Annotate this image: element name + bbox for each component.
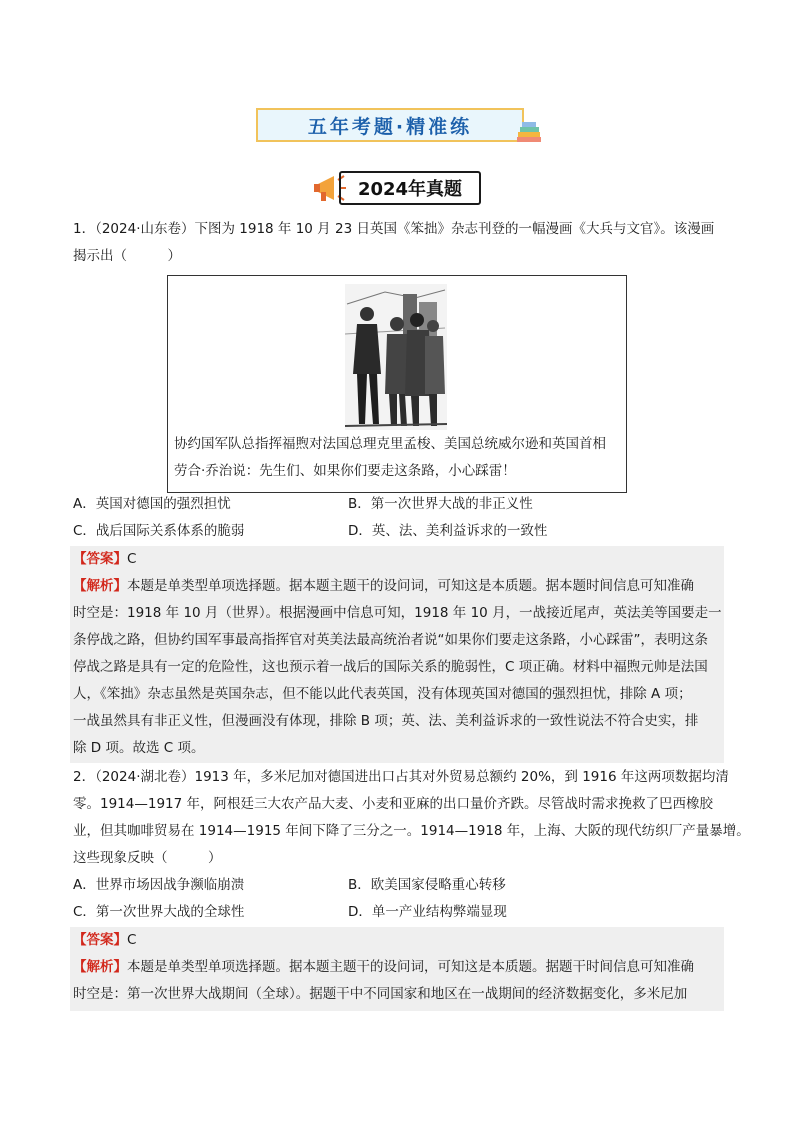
q2-option-b: B．欧美国家侵略重心转移 — [348, 877, 506, 893]
cartoon-image — [345, 284, 447, 430]
q1-answer-value: C — [127, 551, 137, 567]
books-icon — [515, 118, 543, 144]
q2-stem-line4: 这些现象反映（ ） — [73, 850, 222, 866]
q2-option-a: A．世界市场因战争濒临崩溃 — [73, 877, 245, 893]
figure-caption-line1: 协约国军队总指挥福煦对法国总理克里孟梭、美国总统威尔逊和英国首相 — [174, 436, 606, 452]
year-tag-label: 2024年真题 — [357, 179, 463, 200]
q2-stem-line2: 零。1914—1917 年，阿根廷三大农产品大麦、小麦和亚麻的出口量价齐跌。尽管战时需求挽救了巴西橡胶 — [73, 796, 714, 812]
banner-title: 五年考题·精准练 — [307, 115, 473, 138]
q1-analysis-line6: 一战虽然具有非正义性，但漫画没有体现，排除 B 项；英、法、美利益诉求的一致性说法不符合史实，排 — [73, 713, 699, 729]
q1-analysis-tag: 【解析】 — [73, 578, 127, 594]
figure-caption-line2: 劳合·乔治说：先生们、如果你们要走这条路，小心踩雷！ — [174, 463, 516, 479]
q2-answer-value: C — [127, 932, 137, 948]
q1-analysis-line7: 除 D 项。故选 C 项。 — [73, 740, 205, 756]
q1-option-b: B．第一次世界大战的非正义性 — [348, 496, 533, 512]
q1-analysis-line2: 时空是：1918 年 10 月（世界）。根据漫画中信息可知，1918 年 10 月，一战接近尾声，英法美等国要走一 — [73, 605, 722, 621]
q2-analysis-line1: 【解析】本题是单类型单项选择题。据本题主题干的设问词，可知这是本质题。据题干时间信息可知准确 — [73, 959, 694, 975]
q1-stem-line2: 揭示出（ ） — [73, 248, 181, 264]
section-banner — [256, 108, 524, 142]
q2-answer — [73, 927, 136, 954]
q2-stem-line3: 业，但其咖啡贸易在 1914—1915 年间下降了三分之一。1914—1918 年，上海、大阪的现代纺织厂产量暴增。 — [73, 823, 750, 839]
q2-answer-tag: 【答案】 — [73, 932, 127, 948]
q2-analysis-tag: 【解析】 — [73, 959, 127, 975]
q2-stem-line1: 2．（2024·湖北卷）1913 年，多米尼加对德国进出口占其对外贸易总额约 20%，到 1916 年这两项数据均清 — [73, 769, 729, 785]
q1-option-d: D．英、法、美利益诉求的一致性 — [348, 523, 548, 539]
q1-analysis-line3: 条停战之路，但协约国军事最高指挥官对英美法最高统治者说“如果你们要走这条路，小心踩雷”，表明这条 — [73, 632, 708, 648]
q1-analysis-line5: 人，《笨拙》杂志虽然是英国杂志，但不能以此代表英国，没有体现英国对德国的强烈担忧，排除 A 项； — [73, 686, 692, 702]
q1-stem-line1: 1．（2024·山东卷）下图为 1918 年 10 月 23 日英国《笨拙》杂志刊登的一幅漫画《大兵与文官》。该漫画 — [73, 221, 715, 237]
q1-answer-tag: 【答案】 — [73, 551, 127, 567]
q1-analysis-line1: 【解析】本题是单类型单项选择题。据本题主题干的设问词，可知这是本质题。据本题时间信息可知准确 — [73, 578, 694, 594]
q1-analysis-line4: 停战之路是具有一定的危险性，这也预示着一战后的国际关系的脆弱性，C 项正确。材料中福煦元帅是法国 — [73, 659, 708, 675]
q1-option-a: A．英国对德国的强烈担忧 — [73, 496, 231, 512]
q1-option-c: C．战后国际关系体系的脆弱 — [73, 523, 245, 539]
q2-option-c: C．第一次世界大战的全球性 — [73, 904, 245, 920]
q2-analysis-line2: 时空是：第一次世界大战期间（全球）。据题干中不同国家和地区在一战期间的经济数据变化，多米尼加 — [73, 986, 688, 1002]
year-tag — [339, 171, 481, 205]
q1-answer — [73, 546, 136, 573]
q2-option-d: D．单一产业结构弊端显现 — [348, 904, 507, 920]
q1-figure — [167, 275, 627, 493]
